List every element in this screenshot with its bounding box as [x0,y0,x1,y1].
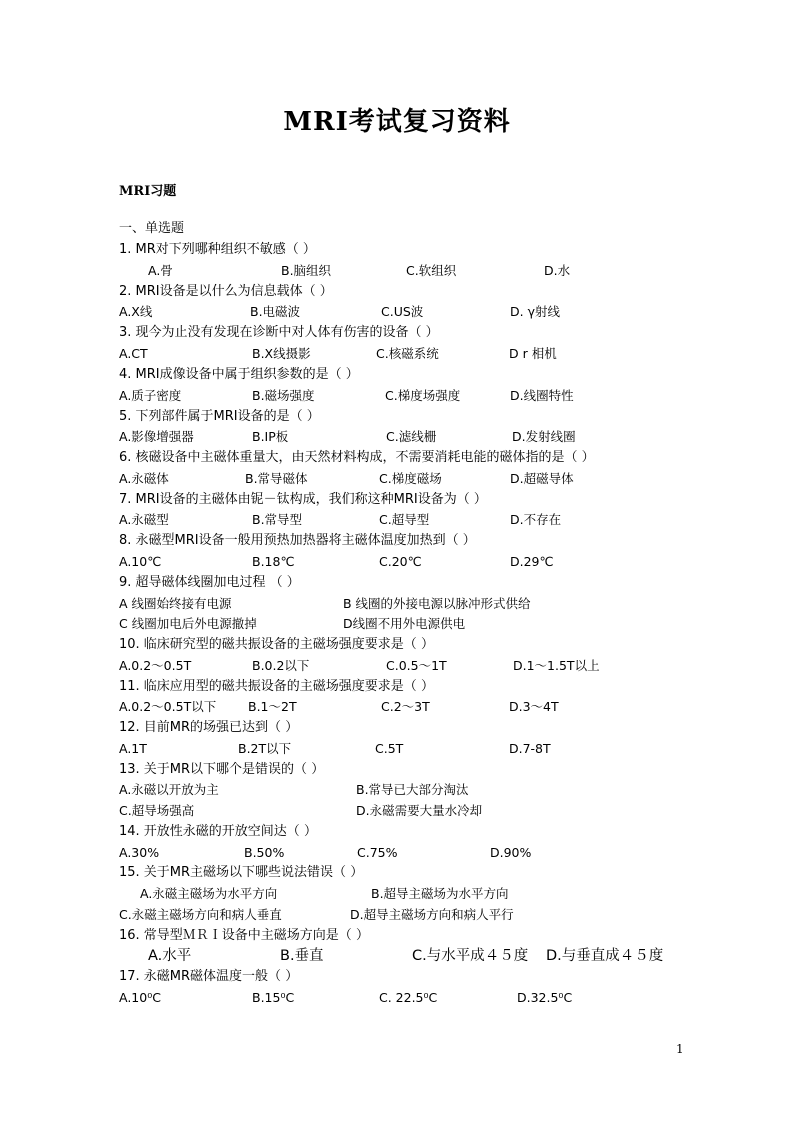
question-2-option-a: A.X线 [119,304,153,319]
question-16-option-c: C.与水平成４５度 [412,948,529,964]
question-14-option-c: C.75% [357,845,398,860]
question-9-option-a: A 线圈始终接有电源 [119,596,232,611]
part-heading: 一、单选题 [119,221,185,236]
question-7-text: 7. MRI设备的主磁体由铌－钛构成，我们称这种MRI设备为（ ） [119,492,487,507]
question-2-option-d: D. γ射线 [510,304,560,319]
question-4-option-b: B.磁场强度 [252,388,315,403]
question-3-option-a: A.CT [119,346,148,361]
question-5-option-c: C.滤线栅 [386,429,437,444]
question-11-option-d: D.3～4T [509,699,559,714]
question-10-option-d: D.1～1.5T以上 [513,658,600,673]
question-17-option-b: B.15⁰C [252,990,295,1005]
question-7-option-c: C.超导型 [379,512,430,527]
section-title: MRI习题 [119,184,177,199]
question-1-option-a: A.骨 [148,263,173,278]
question-9-option-c: C 线圈加电后外电源撤掉 [119,616,257,631]
question-6-option-b: B.常导磁体 [245,471,308,486]
question-4-option-a: A.质子密度 [119,388,182,403]
question-3-option-b: B.X线摄影 [252,346,311,361]
question-2-option-b: B.电磁波 [250,304,301,319]
question-5-option-d: D.发射线圈 [512,429,576,444]
question-3-option-c: C.核磁系统 [376,346,439,361]
question-13-option-c: C.超导场强高 [119,803,195,818]
question-6-option-a: A.永磁体 [119,471,169,486]
question-9-text: 9. 超导磁体线圈加电过程 （ ） [119,575,300,590]
question-1-option-c: C.软组织 [406,263,457,278]
question-6-option-c: C.梯度磁场 [379,471,442,486]
question-16-option-b: B.垂直 [280,948,324,964]
question-13-option-b: B.常导已大部分淘汰 [356,782,469,797]
question-12-option-d: D.7-8T [509,741,551,756]
question-7-option-d: D.不存在 [510,512,562,527]
question-16-option-a: A.水平 [148,948,192,964]
question-2-text: 2. MRI设备是以什么为信息载体（ ） [119,284,333,299]
page-number: 1 [676,1042,684,1056]
question-13-option-a: A.永磁以开放为主 [119,782,219,797]
question-10-text: 10. 临床研究型的磁共振设备的主磁场强度要求是（ ） [119,637,434,652]
question-15-option-b: B.超导主磁场为水平方向 [371,886,509,901]
question-15-text: 15. 关于MR主磁场以下哪些说法错误（ ） [119,865,364,880]
question-4-option-c: C.梯度场强度 [385,388,461,403]
question-6-option-d: D.超磁导体 [510,471,574,486]
question-11-option-c: C.2～3T [381,699,430,714]
question-5-text: 5. 下列部件属于MRI设备的是（ ） [119,409,320,424]
question-5-option-b: B.IP板 [252,429,289,444]
question-17-option-a: A.10⁰C [119,990,161,1005]
question-14-option-d: D.90% [490,845,532,860]
question-11-option-a: A.0.2～0.5T以下 [119,699,217,714]
question-10-option-c: C.0.5～1T [386,658,447,673]
question-17-option-c: C. 22.5⁰C [379,990,438,1005]
question-3-text: 3. 现今为止没有发现在诊断中对人体有伤害的设备（ ） [119,325,439,340]
question-12-text: 12. 目前MR的场强已达到（ ） [119,720,299,735]
question-9-option-b: B 线圈的外接电源以脉冲形式供给 [343,596,531,611]
question-1-text: 1. MR对下列哪种组织不敏感（ ） [119,242,316,257]
question-14-option-a: A.30% [119,845,160,860]
question-15-option-d: D.超导主磁场方向和病人平行 [350,907,514,922]
question-13-text: 13. 关于MR以下哪个是错误的（ ） [119,762,325,777]
question-16-option-d: D.与垂直成４５度 [546,948,664,964]
question-2-option-c: C.US波 [381,304,424,319]
question-15-option-c: C.永磁主磁场方向和病人垂直 [119,907,282,922]
question-13-option-d: D.永磁需要大量水冷却 [356,803,483,818]
question-10-option-b: B.0.2以下 [252,658,310,673]
question-11-option-b: B.1～2T [248,699,297,714]
question-12-option-b: B.2T以下 [238,741,292,756]
document-title: MRI考试复习资料 [283,107,511,137]
question-7-option-b: B.常导型 [252,512,303,527]
question-8-option-d: D.29℃ [510,554,554,569]
question-3-option-d: D r 相机 [509,346,557,361]
question-17-text: 17. 永磁MR磁体温度一般（ ） [119,969,299,984]
question-12-option-a: A.1T [119,741,147,756]
question-12-option-c: C.5T [375,741,404,756]
question-14-text: 14. 开放性永磁的开放空间达（ ） [119,824,317,839]
question-7-option-a: A.永磁型 [119,512,169,527]
question-10-option-a: A.0.2～0.5T [119,658,192,673]
question-1-option-b: B.脑组织 [281,263,332,278]
question-8-option-b: B.18℃ [252,554,295,569]
question-14-option-b: B.50% [244,845,285,860]
question-1-option-d: D.水 [544,263,571,278]
question-15-option-a: A.永磁主磁场为水平方向 [140,886,278,901]
question-4-text: 4. MRI成像设备中属于组织参数的是（ ） [119,367,359,382]
question-4-option-d: D.线圈特性 [510,388,574,403]
question-8-option-c: C.20℃ [379,554,422,569]
question-9-option-d: D线圈不用外电源供电 [343,616,466,631]
question-6-text: 6. 核磁设备中主磁体重量大，由天然材料构成，不需要消耗电能的磁体指的是（ ） [119,450,595,465]
question-5-option-a: A.影像增强器 [119,429,194,444]
question-8-text: 8. 永磁型MRI设备一般用预热加热器将主磁体温度加热到（ ） [119,533,476,548]
question-8-option-a: A.10℃ [119,554,162,569]
question-17-option-d: D.32.5⁰C [517,990,573,1005]
question-16-text: 16. 常导型ＭＲＩ设备中主磁场方向是（ ） [119,928,369,943]
question-11-text: 11. 临床应用型的磁共振设备的主磁场强度要求是（ ） [119,679,434,694]
